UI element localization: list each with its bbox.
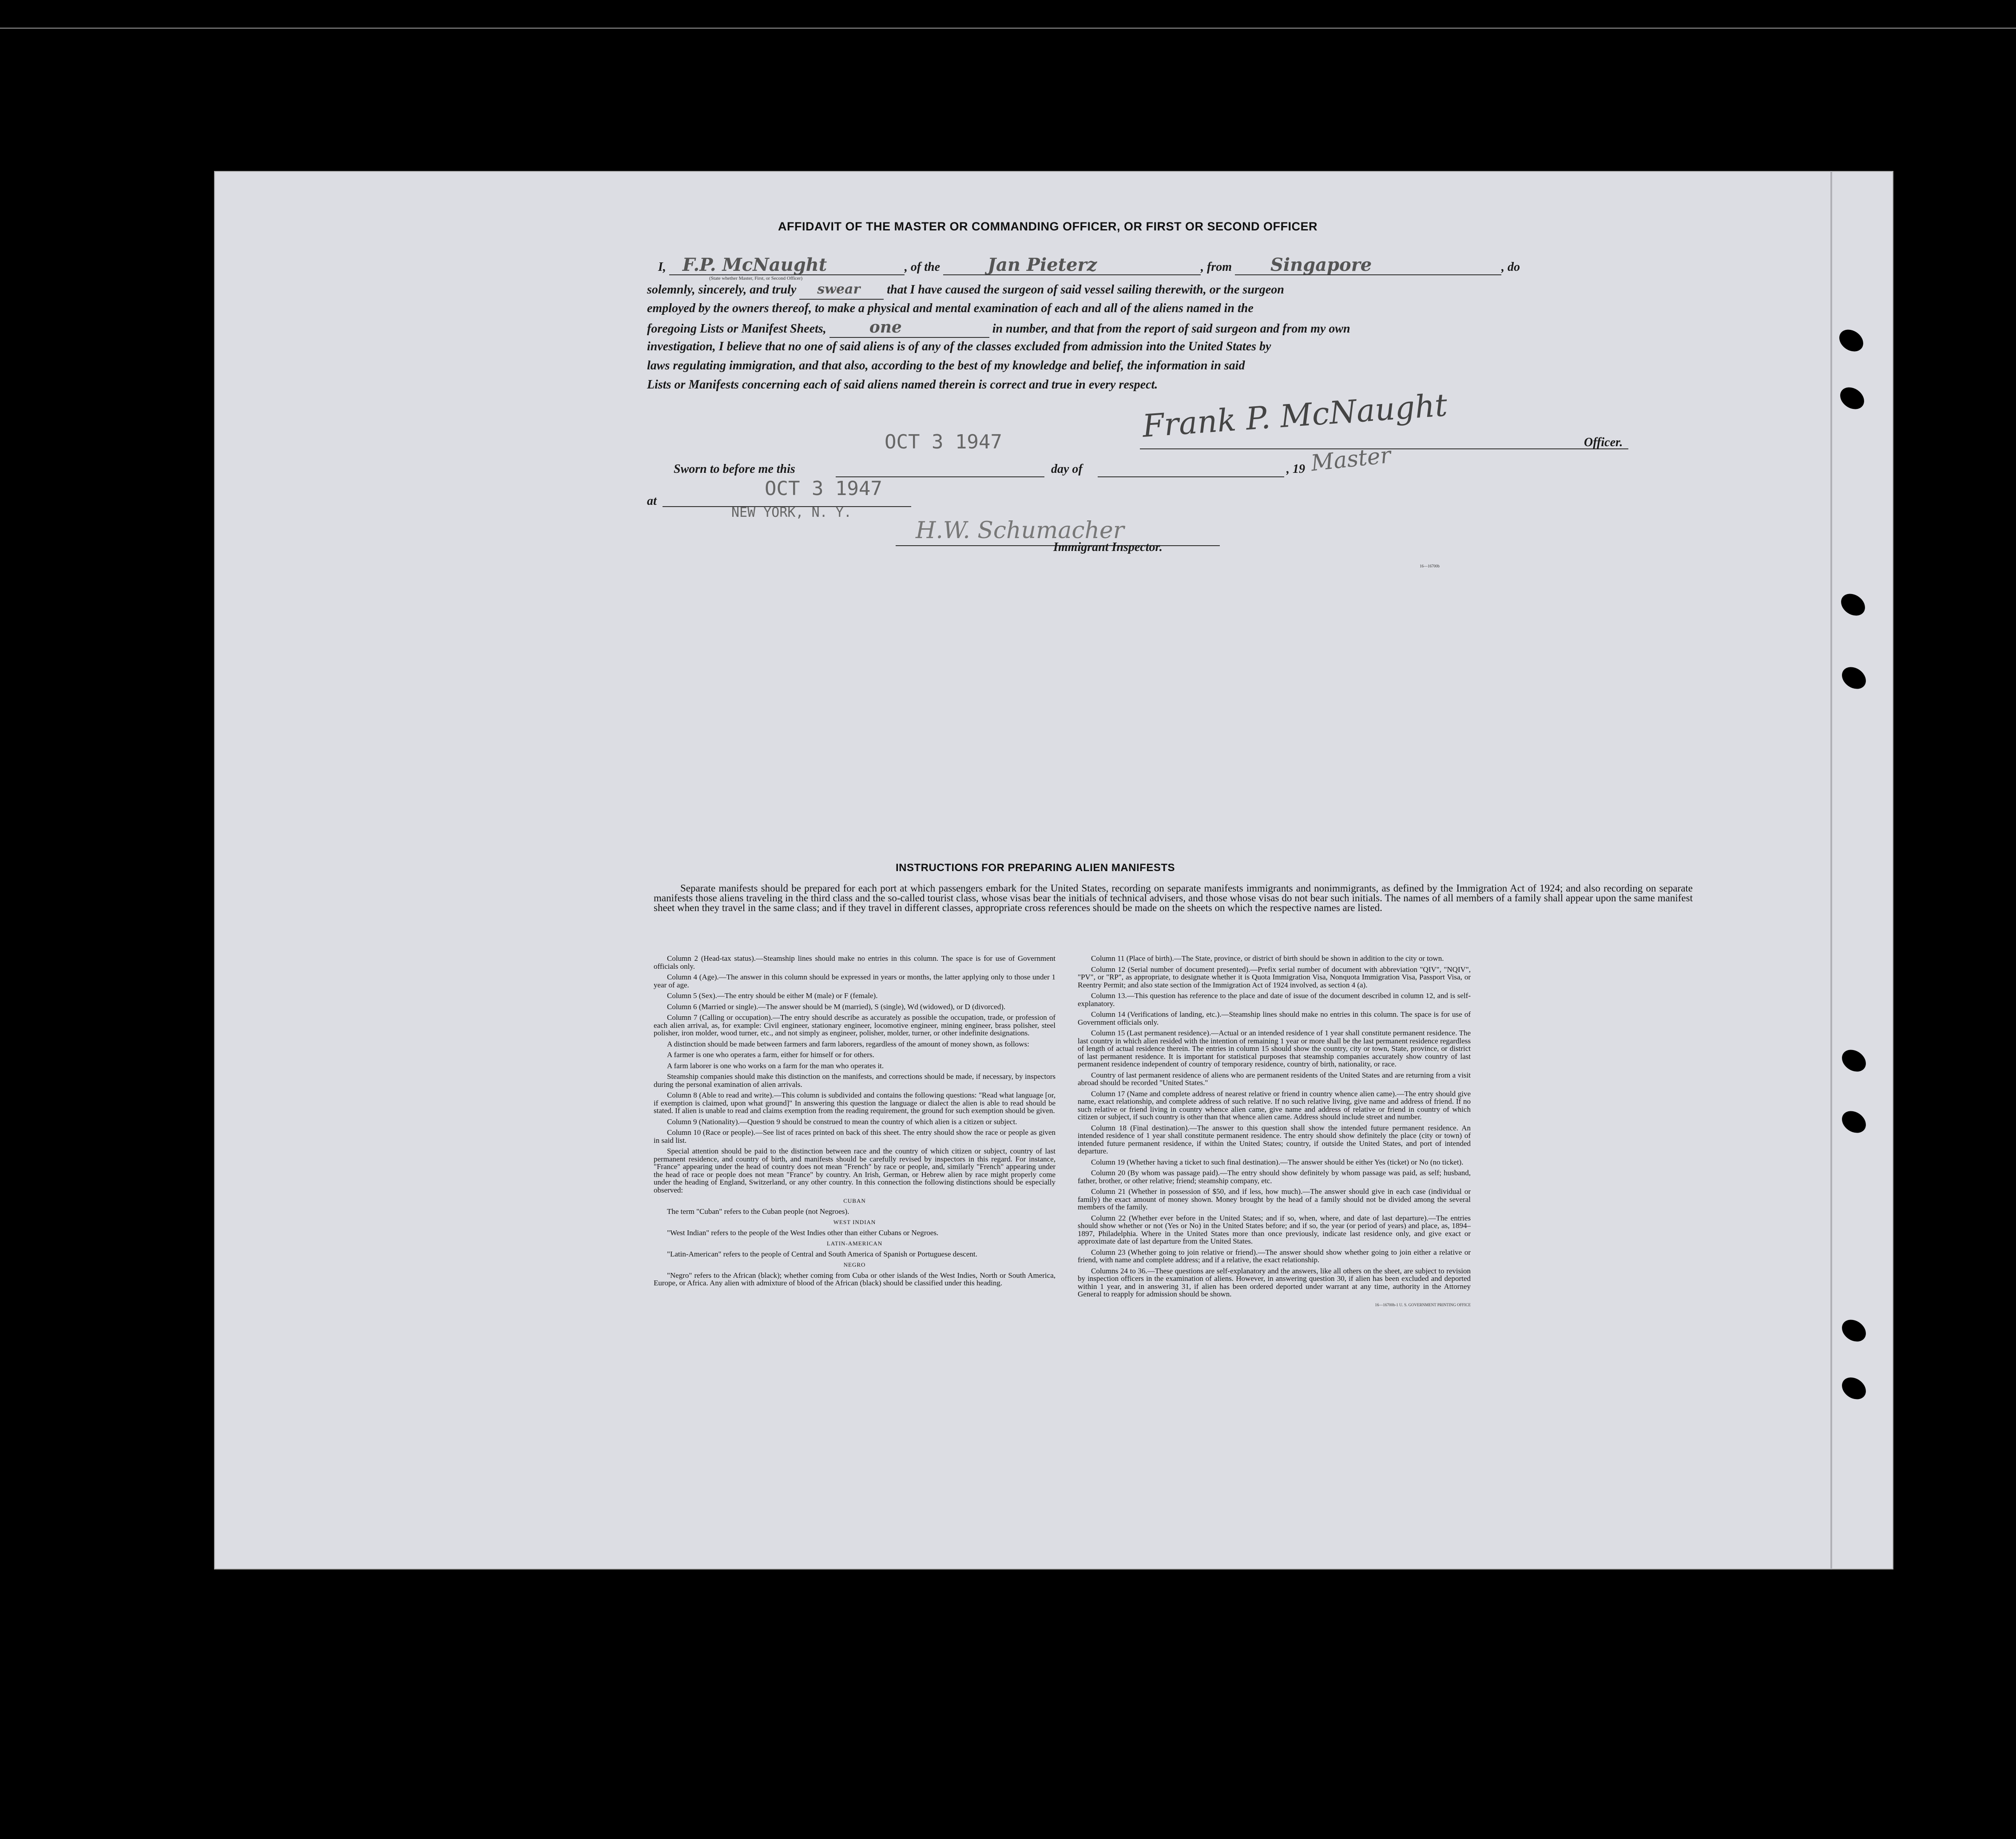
paragraph: Column 4 (Age).—The answer in this column should be expressed in years or months, the latter applying only to those under 1 year of age. [654, 973, 1056, 989]
paragraph: Column 5 (Sex).—The entry should be either M (male) or F (female). [667, 991, 878, 1000]
paragraph: Column 10 (Race or people).—See list of races printed on back of this sheet. The entry should show the race or people as given in said list. [654, 1128, 1056, 1145]
heading-cuban: CUBAN [843, 1197, 866, 1204]
paragraph: "Latin-American" refers to the people of Central and South America of Spanish or Portuguese descent. [667, 1249, 977, 1258]
punch-hole [1838, 1045, 1870, 1076]
scan-edge-line [0, 28, 2016, 29]
rank-note: (State whether Master, First, or Second Officer) [709, 276, 803, 281]
paragraph: The term "Cuban" refers to the Cuban people (not Negroes). [667, 1207, 849, 1216]
paragraph: Column 8 (Able to read and write).—This column is subdivided and contains the following questions: "Read what language [or, if exemption is claimed, upon what ground]" In answering this question the language or dialect the alien is able to read should be stated. If alien is unable to read and claims exemption from the reading requirement, the ground for such exemption should be given. [654, 1091, 1056, 1115]
text: , of the [904, 260, 941, 274]
sworn-label: Sworn to before me this [674, 462, 795, 476]
paragraph: Column 15 (Last permanent residence).—Actual or an intended residence of 1 year shall constitute permanent residence. The last country in which alien resided with the intention of remaining 1 year or more shall be the last permanent residence regardless of length of actual residence therein. The entries in column 15 should show the country, city or town, State, province, or district of last permanent residence. It is important for statistical purposes that steamship companies accurately show country of last permanent residence independent of country of temporary residence, country of birth, nationality, or race. [1078, 1029, 1471, 1068]
text: , from [1201, 260, 1232, 274]
instructions-right-column [1078, 955, 1471, 1309]
paragraph: Country of last permanent residence of aliens who are permanent residents of the United States and are returning from a visit abroad should be recorded "United States." [1078, 1070, 1471, 1087]
paragraph: Column 21 (Whether in possession of $50, and if less, how much).—The answer should give in each case (individual or family) the exact amount of money shown. Money brought by the head of a family should not be divided among the several members of the family. [1078, 1187, 1471, 1211]
paragraph: Column 13.—This question has reference to the place and date of issue of the document described in column 12, and is self-explanatory. [1078, 991, 1471, 1008]
instructions-title: INSTRUCTIONS FOR PREPARING ALIEN MANIFESTS [896, 862, 1175, 874]
paragraph: "Negro" refers to the African (black); whether coming from Cuba or other islands of the West Indies, North or South America, Europe, or Africa. Any alien with admixture of blood of the African (black) should be classified under this heading. [654, 1271, 1056, 1287]
punch-hole [1838, 662, 1870, 693]
paragraph: A distinction should be made between farmers and farm laborers, regardless of the amount of money shown, as follows: [667, 1039, 1029, 1048]
handwritten-count: one [829, 318, 989, 338]
paragraph: Column 9 (Nationality).—Question 9 should be construed to mean the country of which alien is a citizen or subject. [667, 1117, 1017, 1126]
paragraph: A farmer is one who operates a farm, either for himself or for others. [667, 1050, 874, 1059]
at-label: at [647, 494, 657, 508]
text: that I have caused the surgeon of said vessel sailing therewith, or the surgeon [887, 283, 1284, 297]
paragraph: "West Indian" refers to the people of the West Indies other than either Cubans or Negroes. [667, 1228, 939, 1237]
paragraph: Special attention should be paid to the distinction between race and the country of which citizen or subject, country of last permanent residence, and country of birth, and manifests should be carefully revised by inspectors in this regard. For instance, "France" appearing under the head of country does not mean "French" by race or people, and, similarly "French" appearing under the head of race or people does not mean "France" by country. An Irish, German, or Hebrew alien by race might properly come under the heading of England, Switzerland, or any other country. In this connection the following distinctions should be especially observed: [654, 1147, 1056, 1194]
paragraph: Column 11 (Place of birth).—The State, province, or district of birth should be shown in addition to the city or town. [1091, 954, 1444, 963]
affidavit-line-2 [647, 280, 1284, 300]
printing-office-footer: 16—16700b-1 U. S. GOVERNMENT PRINTING OFFICE [1375, 1302, 1471, 1307]
day-of-label: day of [1051, 462, 1083, 476]
paragraph: Column 17 (Name and complete address of nearest relative or friend in country whence alien came).—The entry should give name, exact relationship, and complete address of such relative. If no such relative living, give name and address of friend. If no such relative or friend living in country whence alien came, give name and address of relative or friend in country of which citizen or subject, if such country is other than that whence alien came. Address should include street and number. [1078, 1089, 1471, 1121]
master-signature: Frank P. McNaught [1141, 387, 1449, 444]
punch-hole [1837, 589, 1869, 620]
paragraph: A farm laborer is one who works on a farm for the man who operates it. [667, 1061, 884, 1070]
affidavit-line-7: Lists or Manifests concerning each of said aliens named therein is correct and true in every respect. [647, 378, 1158, 392]
paragraph: Column 12 (Serial number of document presented).—Prefix serial number of document with abbreviation "QIV", "NQIV", "PV", or "RP", as appropriate, to designate whether it is Quota Immigration Visa, Nonquota Immigration Visa, Passport Visa, or Reentry Permit; and also state section of the Immigration Act of 1924 involved, as section 4 (a). [1078, 965, 1471, 989]
date-stamp-2: OCT 3 1947 [765, 477, 882, 500]
text: foregoing Lists or Manifest Sheets, [647, 322, 826, 336]
manifest-sheet [214, 171, 1893, 1569]
punch-hole [1836, 383, 1869, 413]
date-stamp-1: OCT 3 1947 [885, 431, 1002, 453]
page-fold-line [1830, 171, 1832, 1569]
paragraph: Column 6 (Married or single).—The answer should be M (married), S (single), Wd (widowed), or D (divorced). [667, 1002, 1006, 1011]
punch-hole [1838, 1106, 1870, 1137]
affidavit-line-6: laws regulating immigration, and that also, according to the best of my knowledge and belief, the information in said [647, 359, 1245, 373]
paragraph: Steamship companies should make this distinction on the manifests, and corrections should be made, if necessary, by inspectors during the personal examination of alien arrivals. [654, 1072, 1056, 1089]
affidavit-title: AFFIDAVIT OF THE MASTER OR COMMANDING OFFICER, OR FIRST OR SECOND OFFICER [778, 220, 1318, 233]
paragraph: Columns 24 to 36.—These questions are self-explanatory and the answers, like all others on the sheet, are subject to revision by inspection officers in the examination of aliens. However, in answering question 30, if alien has been excluded and deported within 1 year, and in answering 31, if alien has been ordered deported under warrant at any time, authority in the Attorney General to reapply for admission should be shown. [1078, 1266, 1471, 1298]
place-stamp: NEW YORK, N. Y. [731, 505, 852, 520]
affidavit-line-3: employed by the owners thereof, to make a physical and mental examination of each and all of the aliens named in the [647, 301, 1254, 315]
instructions-left-column [654, 955, 1056, 1290]
paragraph: Column 23 (Whether going to join relative or friend).—The answer should show whether going to join either a relative or friend, with name and complete address; and if a relative, the exact relationship. [1078, 1248, 1471, 1264]
heading-west-indian: WEST INDIAN [833, 1219, 876, 1225]
paragraph: Column 18 (Final destination).—The answer to this question shall show the intended future permanent residence. An intended residence of 1 year shall constitute permanent residence. The entry should show definitely the place (city or town) of intended future permanent residence, if within the United States; country, if outside the United States, and port of intended departure. [1078, 1123, 1471, 1155]
heading-latin-american: LATIN-AMERICAN [826, 1240, 883, 1247]
handwritten-vessel: Jan Pieterz [943, 255, 1201, 275]
paragraph: Column 22 (Whether ever before in the United States; and if so, when, where, and date of last departure).—The entries should show whether or not (Yes or No) in the United States before; and if so, the year (or period of years) and place, as, 1894–1897, Philadelphia. Where in the United States more than once previously, indicate last residence only, and give exact or approximate date of last departure from the United States. [1078, 1213, 1471, 1245]
punch-hole [1838, 1315, 1870, 1346]
inspector-label: Immigrant Inspector. [1053, 540, 1163, 554]
handwritten-officer-name: F.P. McNaught [669, 255, 905, 275]
month-line [1098, 476, 1284, 477]
text: I, [658, 260, 666, 274]
handwritten-oath: swear [799, 280, 884, 300]
paragraph: Column 19 (Whether having a ticket to such final destination).—The answer should be either Yes (ticket) or No (no ticket). [1091, 1157, 1464, 1166]
paragraph: Column 7 (Calling or occupation).—The entry should describe as accurately as possible the occupation, trade, or profession of each alien arrival, as, for example: Civil engineer, stationary engineer, locomotive engineer, mining engineer, brass polisher, steel polisher, iron molder, wood turner, etc., and not simply as engineer, polisher, molder, turner, or other indefinite designations. [654, 1013, 1056, 1037]
paragraph: Column 14 (Verifications of landing, etc.).—Steamship lines should make no entries in this column. The space is for use of Government officials only. [1078, 1010, 1471, 1027]
form-number: 16—16700b [1420, 564, 1440, 568]
year-label: , 19 [1286, 462, 1305, 476]
paragraph: Column 2 (Head-tax status).—Steamship lines should make no entries in this column. The space is for use of Government officials only. [654, 954, 1056, 971]
text: in number, and that from the report of said surgeon and from my own [992, 322, 1350, 336]
text: , do [1501, 260, 1520, 274]
instructions-intro: Separate manifests should be prepared for each port at which passengers embark for the United States, recording on separate manifests immigrants and nonimmigrants, as defined by the Immigration Act of 1924; and also recording on separate manifests those aliens traveling in the third class and the so-called tourist class, whose visas bear the initials of technical advisers, and those whose visas do not bear such initials. The names of all members of a family shall appear upon the same manifest sheet when they travel in the same class; and if they travel in different classes, appropriate cross references should be made on the sheets on which the respective names are listed. [654, 883, 1693, 913]
punch-hole [1838, 1373, 1870, 1403]
officer-label: Officer. [1584, 436, 1623, 449]
heading-negro: NEGRO [843, 1261, 866, 1268]
inspector-signature: H.W. Schumacher [916, 517, 1124, 544]
paragraph: Column 20 (By whom was passage paid).—The entry should show definitely by whom passage was paid, as self; husband, father, brother, or other relative; friend; steamship company, etc. [1078, 1169, 1471, 1185]
affidavit-line-1 [658, 255, 1520, 277]
punch-hole [1835, 325, 1868, 356]
handwritten-port: Singapore [1235, 255, 1501, 275]
signature-title: Master [1310, 442, 1392, 476]
affidavit-line-5: investigation, I believe that no one of said aliens is of any of the classes excluded from admission into the United States by [647, 340, 1271, 353]
affidavit-line-4 [647, 318, 1350, 338]
text: solemnly, sincerely, and truly [647, 283, 797, 297]
